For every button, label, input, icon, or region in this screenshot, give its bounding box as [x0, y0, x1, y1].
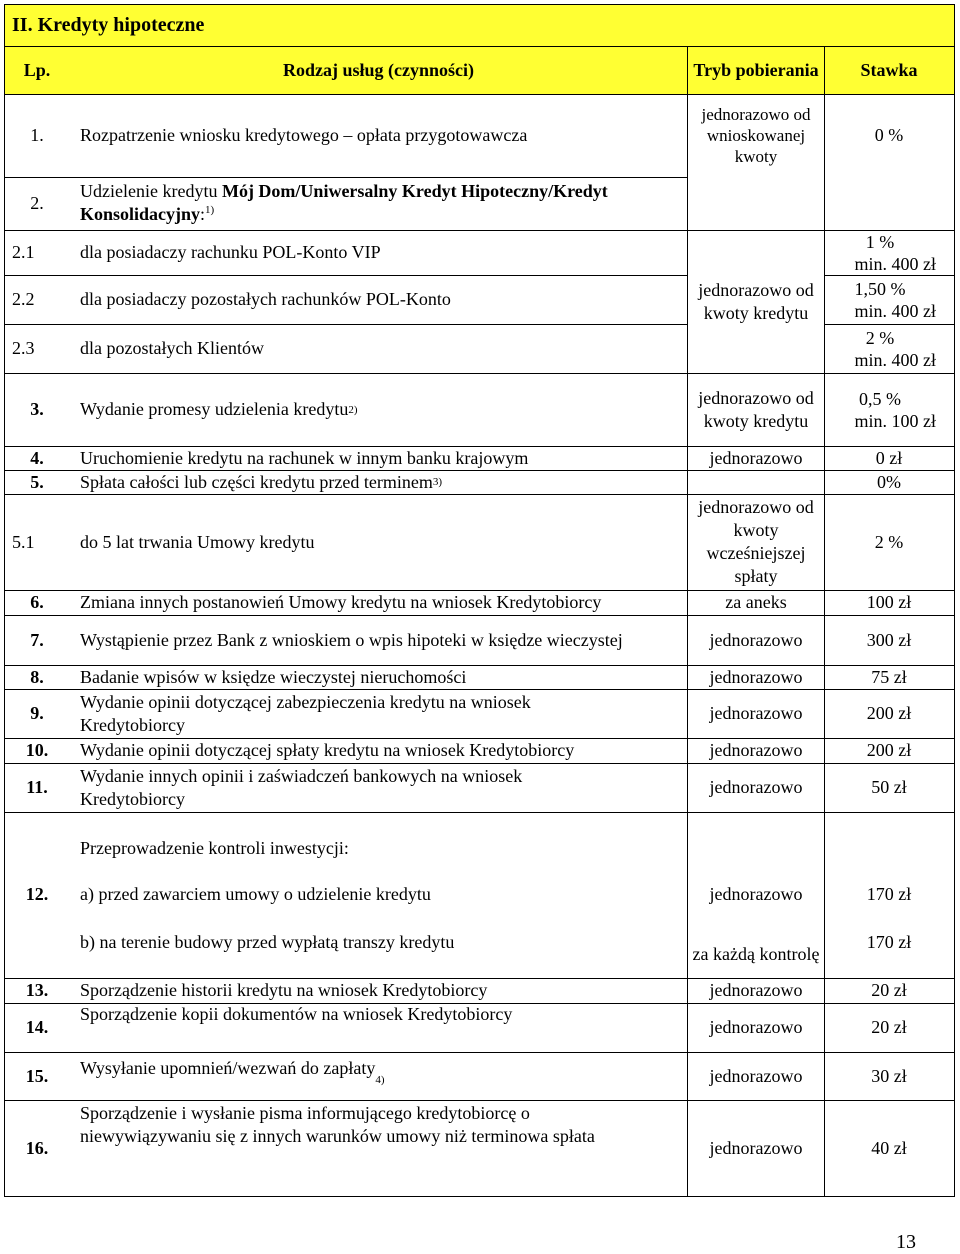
- row-2-3-desc: dla pozostałych Klientów: [80, 338, 264, 358]
- row-7-desc: Wystąpienie przez Bank z wnioskiem o wpis hipoteki w księdze wieczystej: [80, 629, 623, 650]
- row-2-2-rate: [824, 275, 954, 324]
- row-2-2-lp: 2.2: [12, 289, 35, 309]
- row-4-desc: Uruchomienie kredytu na rachunek w innym banku krajowym: [80, 447, 529, 468]
- row-9-rate: 200 zł: [866, 703, 912, 723]
- row-3-rate-min: min. 100 zł: [854, 410, 936, 431]
- row-10-desc: Wydanie opinii dotyczącej spłaty kredytu na wniosek Kredytobiorcy: [80, 740, 575, 760]
- row-1-lp: 1.: [30, 125, 44, 145]
- page-number: 13: [896, 1230, 916, 1253]
- row-5-desc-text: Spłata całości lub części kredytu przed terminem: [80, 471, 433, 492]
- row-13-mode: jednorazowo: [709, 980, 803, 1000]
- header-mode: Tryb pobierania: [693, 59, 819, 80]
- row-3-lp: 3.: [30, 399, 44, 419]
- row-5-lp: 5.: [30, 471, 44, 492]
- row-6-rate: 100 zł: [866, 592, 912, 612]
- row-3-desc-text: Wydanie promesy udzielenia kredytu: [80, 399, 349, 419]
- row-8-desc: Badanie wpisów w księdze wieczystej nieruchomości: [80, 666, 467, 687]
- row-13-rate: 20 zł: [871, 980, 907, 1000]
- row-14-desc: Sporządzenie kopii dokumentów na wniosek Kredytobiorcy: [80, 1004, 513, 1024]
- row-5-desc: Spłata całości lub części kredytu przed terminem 3): [80, 471, 443, 492]
- row-4-lp: 4.: [30, 447, 44, 468]
- row-16-lp: 16.: [25, 1137, 49, 1158]
- row-7-lp: 7.: [30, 629, 44, 650]
- row-6-desc: Zmiana innych postanowień Umowy kredytu na wniosek Kredytobiorcy: [80, 592, 602, 612]
- row-16-mode: jednorazowo: [709, 1137, 803, 1158]
- row-11-rate: 50 zł: [871, 777, 907, 797]
- row-6-mode: za aneks: [725, 592, 787, 612]
- row-1-mode: jednorazowo od wnioskowanej kwoty: [701, 105, 811, 166]
- row-11-mode: jednorazowo: [709, 777, 803, 797]
- row-9-desc: Wydanie opinii dotyczącej zabezpieczenia kredytu na wniosek Kredytobiorcy: [80, 691, 531, 735]
- row-2-desc: [80, 177, 680, 230]
- row-2-desc-pre: Udzielenie kredytu: [80, 181, 222, 201]
- row-3-rate-pct: 0,5 %: [859, 388, 901, 409]
- row-15-desc-text: Wysyłanie upomnień/wezwań do zapłaty: [80, 1058, 376, 1078]
- row-7-mode: jednorazowo: [709, 629, 803, 650]
- row-11-desc: Wydanie innych opinii i zaświadczeń bankowych na wniosek Kredytobiorcy: [80, 765, 523, 809]
- row-13-lp: 13.: [25, 980, 49, 1000]
- row-9-mode: jednorazowo: [709, 703, 803, 723]
- row-3-rate: [824, 373, 954, 446]
- row-12-desc-b: b) na terenie budowy przed wypłatą transzy kredytu: [80, 931, 455, 952]
- row-10-mode: jednorazowo: [709, 740, 803, 760]
- row-10-rate: 200 zł: [866, 740, 912, 760]
- row-2-3-rate: [824, 324, 954, 373]
- row-5-1-rate: 2 %: [874, 531, 904, 552]
- header-lp: Lp.: [23, 59, 51, 80]
- row-1-desc: Rozpatrzenie wniosku kredytowego – opłata przygotowawcza: [80, 125, 528, 145]
- row-2-1-lp: 2.1: [12, 242, 35, 262]
- row-2-2-desc: dla posiadaczy pozostałych rachunków POL-Konto: [80, 289, 451, 309]
- row-12-mode-a: jednorazowo: [709, 883, 803, 904]
- row-15-desc: Wysyłanie upomnień/wezwań do zapłaty 4): [80, 1058, 385, 1086]
- header-service: Rodzaj usług (czynności): [282, 59, 474, 80]
- row-8-rate: 75 zł: [871, 666, 907, 687]
- row-8-mode: jednorazowo: [709, 666, 803, 687]
- header-rate: Stawka: [860, 59, 918, 80]
- row-2-2-rate-pct: 1,50 %: [854, 278, 906, 299]
- row-14-lp: 14.: [25, 1017, 49, 1037]
- row-5-1-lp: 5.1: [12, 531, 35, 552]
- row-5-1-mode: jednorazowo od kwoty wcześniejszej spłaty: [698, 497, 814, 586]
- row-16-desc: Sporządzenie i wysłanie pisma informującego kredytobiorcę o niewywiązywaniu się z innych warunków umowy niż terminowa spłata: [80, 1103, 595, 1146]
- row-12-desc-a: a) przed zawarciem umowy o udzielenie kredytu: [80, 883, 431, 904]
- row-5-1-desc: do 5 lat trwania Umowy kredytu: [80, 531, 315, 552]
- section-title: II. Kredyty hipoteczne: [12, 13, 205, 36]
- row-1-rate: 0 %: [874, 125, 904, 145]
- table-border: [687, 46, 688, 1197]
- row-4-rate: 0 zł: [875, 447, 903, 468]
- row-2-1-rate-min: min. 400 zł: [854, 253, 936, 274]
- row-2-desc-bold: Mój Dom/Uniwersalny Kredyt Hipoteczny/Kredyt Konsolidacyjny: [80, 181, 608, 224]
- row-10-lp: 10.: [25, 740, 49, 760]
- row-2-1-rate-pct: 1 %: [865, 231, 895, 252]
- footnote-1: 1): [205, 204, 215, 216]
- row-9-lp: 9.: [30, 703, 44, 723]
- row-15-mode: jednorazowo: [709, 1065, 803, 1086]
- row-4-mode: jednorazowo: [709, 447, 803, 468]
- row-12-mode-b: za każdą kontrolę: [692, 944, 820, 964]
- row-7-rate: 300 zł: [866, 629, 912, 650]
- row-15-lp: 15.: [25, 1065, 49, 1086]
- row-11-lp: 11.: [26, 777, 48, 797]
- row-12-rate-b: 170 zł: [866, 931, 912, 952]
- row-14-mode: jednorazowo: [709, 1017, 803, 1037]
- row-16-rate: 40 zł: [871, 1137, 907, 1158]
- row-12-rate-a: 170 zł: [866, 883, 912, 904]
- row-15-rate: 30 zł: [871, 1065, 907, 1086]
- table-border: [954, 4, 955, 1197]
- table-border: [4, 812, 955, 813]
- row-2-3-lp: 2.3: [12, 338, 35, 358]
- row-2-1-desc: dla posiadaczy rachunku POL-Konto VIP: [80, 242, 381, 262]
- row-2-3-rate-min: min. 400 zł: [854, 349, 936, 370]
- row-12-desc-head: Przeprowadzenie kontroli inwestycji:: [80, 837, 349, 858]
- row-2-lp: 2.: [30, 193, 44, 213]
- row-6-lp: 6.: [30, 592, 44, 612]
- row-2-1-rate: [824, 230, 954, 275]
- row-3-desc: Wydanie promesy udzielenia kredytu 2): [80, 399, 358, 419]
- row-13-desc: Sporządzenie historii kredytu na wniosek Kredytobiorcy: [80, 980, 488, 1000]
- row-2-2-rate-min: min. 400 zł: [854, 300, 936, 321]
- row-2-3-rate-pct: 2 %: [865, 327, 895, 348]
- row-2-mode: jednorazowo od kwoty kredytu: [698, 279, 814, 323]
- table-border: [4, 1196, 955, 1197]
- row-8-lp: 8.: [30, 666, 44, 687]
- row-5-rate: 0%: [877, 471, 901, 492]
- row-12-lp: 12.: [25, 883, 49, 904]
- row-2-desc-post: :: [200, 204, 206, 224]
- row-14-rate: 20 zł: [871, 1017, 907, 1037]
- row-3-mode: jednorazowo od kwoty kredytu: [698, 387, 814, 431]
